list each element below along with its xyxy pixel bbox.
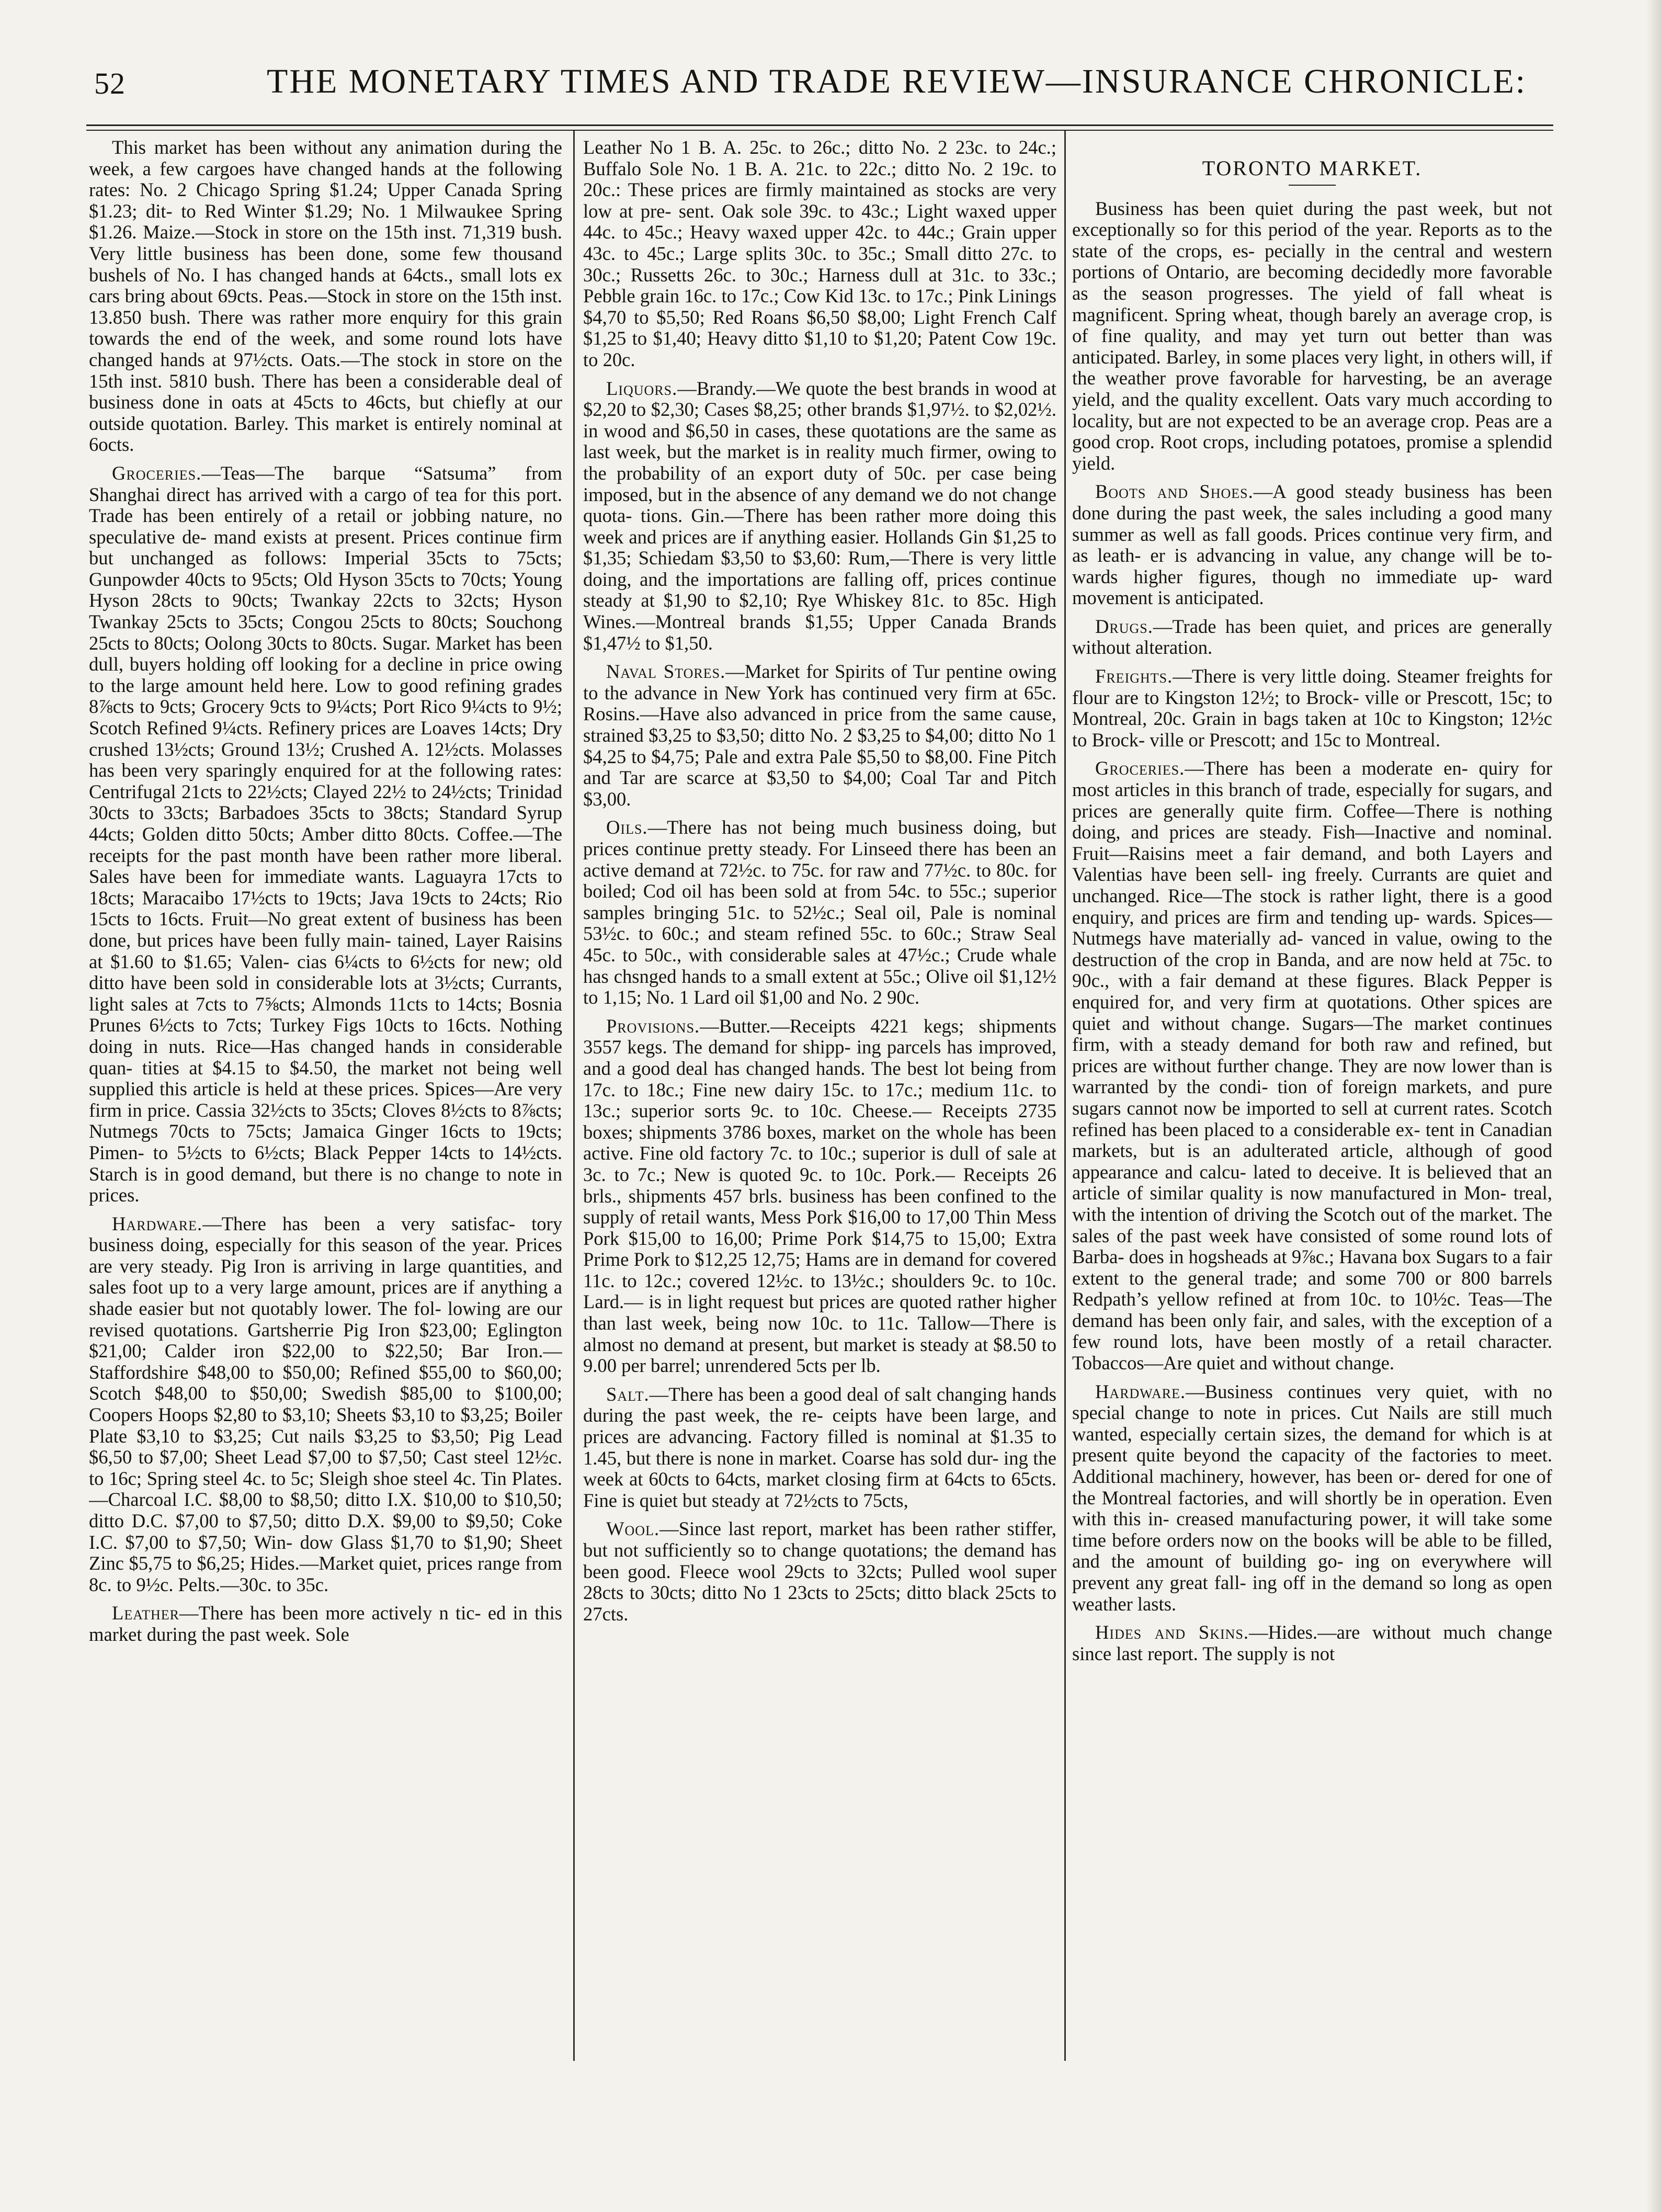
section-head-groceries: Groceries.	[112, 462, 202, 484]
column-2	[583, 137, 1056, 2057]
drugs-text: —Trade has been quiet, and prices are generally without alteration.	[1072, 615, 1552, 659]
paragraph-leather	[89, 1603, 562, 1645]
paragraph-liquors	[583, 378, 1056, 654]
toronto-hardware-text: —Business continues very quiet, with no special change to note in prices. Cut Nails are still much wanted, especially certain sizes, the demand for which is at present quite beyond the capacity of the factories to meet. Additional machinery, however, has been or- dered for one of the Montreal factories, and will shortly be in operation. Even with this in- creased manufacturing power, it will take some time before orders now on the books will be able to be filled, and the amount of building go- ing on everywhere will prevent any great fall- ing off in the demand so long as open weather lasts.	[1072, 1380, 1552, 1615]
liquors-text: —Brandy.—We quote the best brands in wood at $2,20 to $2,30; Cases $8,25; other brands $1,97½. to $2,02½. in wood and $6,50 in cases, these quotations are the same as last week, but the market is in reality much firmer, owing to the probability of an export duty of 50c. per case being imposed, but in the absence of any demand we do not change quota- tions. Gin.—There has been rather more doing this week and prices are if anything easier. Hollands Gin $1,25 to $1,35; Schiedam $3,50 to $3,60: Rum,—There is very little doing, and the importations are falling off, prices continue steady at $1,90 to $2,10; Rye Whiskey 81c. to 85c. High Wines.—Montreal brands $1,55; Upper Canada Brands $1,47½ to $1,50.	[583, 377, 1056, 654]
section-head-toronto-hardware: Hardware.	[1095, 1380, 1186, 1402]
paragraph-salt	[583, 1384, 1056, 1512]
paragraph-naval-stores	[583, 661, 1056, 810]
header-rule-double	[86, 130, 1553, 131]
section-head-naval-stores: Naval Stores.	[606, 661, 726, 683]
header-rule	[86, 124, 1553, 126]
masthead-title: THE MONETARY TIMES AND TRADE REVIEW—INSURANCE CHRONICLE:	[267, 62, 1527, 100]
toronto-groceries-text: —There has been a moderate en- quiry for most articles in this branch of trade, especially for sugars, and prices are generally quite firm. Coffee—There is nothing doing, and prices are steady. Fish—Inactive and nominal. Fruit—Raisins meet a fair demand, and both Layers and Valentias have been sell- ing freely. Currants are quiet and unchanged. Rice—The stock is rather light, there is a good enquiry, and prices are firm and tending up- wards. Spices—Nutmegs have materially ad- vanced in value, owing to the destruction of the crop in Banda, and are now held at 75c. to 90c., with a fair demand at these figures. Black Pepper is enquired for, and very firm at quotations. Other spices are quiet and without change. Sugars—The market continues firm, with a steady demand for both raw and refined, but prices are without further change. They are now lower than is warranted by the condi- tion of foreign markets, and pure sugars cannot now be imported to sell at current rates. Scotch refined has been placed to a considerable ex- tent in Canadian markets, but is an adulterated article, although of good appearance and calcu- lated to deceive. It is believed that an article of similar quality is now manufactured in Mon- treal, with the intention of driving the Scotch out of the market. The sales of the past week have consisted of some round lots of Barba- does in hogsheads at 9⅞c.; Havana box Sugars to a fair extent to the general trade; and some 700 or 800 barrels Redpath’s yellow refined at from 10c. to 10½c. Teas—The demand has been only fair, and sales, with the exception of a few round lots, have been mostly of a retail character. Tobaccos—Are quiet and without change.	[1072, 757, 1552, 1374]
paragraph-leather-continued: Leather No 1 B. A. 25c. to 26c.; ditto No. 2 23c. to 24c.; Buffalo Sole No. 1 B. A. 21c. to 22c.; ditto No. 2 19c. to 20c.: These prices are firmly maintained as stocks are very low at pre- sent. Oak sole 39c. to 43c.; Light waxed upper 44c. to 45c.; Heavy waxed upper 42c. to 44c.; Grain upper 43c. to 45c.; Large splits 30c. to 35c.; Small ditto 27c. to 30c.; Russetts 26c. to 30c.; Harness dull at 31c. to 33c.; Pebble grain 16c. to 17c.; Cow Kid 13c. to 17c.; Pink Linings $4,70 to $5,50; Red Roans $6,50 $8,00; Light French Calf $1,25 to $1,40; Heavy ditto $1,10 to $1,20; Patent Cow 19c. to 20c.	[583, 137, 1056, 370]
column-divider-right	[1064, 131, 1066, 2061]
page-header	[78, 56, 1558, 119]
column-1	[89, 137, 562, 2057]
section-head-hides-skins: Hides and Skins.	[1095, 1621, 1249, 1643]
paragraph-provisions	[583, 1016, 1056, 1377]
paragraph-wool	[583, 1518, 1056, 1625]
section-head-freights: Freights.	[1095, 665, 1173, 687]
naval-stores-text: —Market for Spirits of Tur pentine owing to the advance in New York has continued very firm at 65c. Rosins.—Have also advanced in price from the same cause, strained $3,25 to $3,50; ditto No. 2 $3,25 to $4,00; ditto No 1 $4,25 to $4,75; Pale and extra Pale $5,50 to $8,00. Fine Pitch and Tar are scarce at $3,50 to $4,00; Coal Tar and Pitch $3,00.	[583, 661, 1056, 810]
wool-text: —Since last report, market has been rather stiffer, but not sufficiently so to change quotations; the demand has been good. Fleece wool 29cts to 32cts; Pulled wool super 28cts to 30cts; ditto No 1 23cts to 25cts; ditto black 25cts to 27cts.	[583, 1518, 1056, 1625]
page-number: 52	[94, 66, 126, 100]
section-head-liquors: Liquors.	[606, 377, 678, 399]
leather-text: —There has been more actively n tic- ed in this market during the past week. Sole	[89, 1602, 562, 1645]
paragraph-hides-skins	[1072, 1622, 1552, 1664]
toronto-market-title: TORONTO MARKET.	[1202, 156, 1423, 180]
page-edge-shadow	[1646, 0, 1661, 2212]
groceries-text: —Teas—The barque “Satsuma” from Shanghai direct has arrived with a cargo of tea for this port. Trade has been entirely of a retail or jobbing nature, no speculative de- mand exists at present. Prices continue firm but unchanged as follows: Imperial 35cts to 75cts; Gunpowder 40cts to 95cts; Old Hyson 35cts to 70cts; Young Hyson 28cts to 90cts; Twankay 22cts to 32cts; Hyson Twankay 25cts to 35cts; Congou 25cts to 80cts; Souchong 25cts to 80cts; Oolong 30cts to 80cts. Sugar. Market has been dull, buyers holding off looking for a decline in price owing to the large amount held here. Low to good refining grades 8⅞cts to 9cts; Grocery 9cts to 9¼cts; Port Rico 9¼cts to 9½; Scotch Refined 9¼cts. Refinery prices are Loaves 14cts; Dry crushed 13½cts; Ground 13½; Crushed A. 12½cts. Molasses has been very sparingly enquired for at the following rates: Centrifugal 21cts to 22½cts; Clayed 22½ to 24½cts; Trinidad 30cts to 33cts; Barbadoes 35cts to 38cts; Standard Syrup 44cts; Golden ditto 50cts; Amber ditto 80cts. Coffee.—The receipts for the past month have been rather more liberal. Sales have been for immediate wants. Laguayra 17cts to 18cts; Maracaibo 17½cts to 19cts; Java 19cts to 24cts; Rio 15cts to 16cts. Fruit—No great extent of business has been done, but prices have been fully main- tained, Layer Raisins at $1.60 to $1.65; Valen- cias 6¼cts to 6½cts for new; old ditto have been sold in considerable lots at 3½cts; Currants, light sales at 7cts to 7⅝cts; Almonds 11cts to 14cts; Bosnia Prunes 6½cts to 7cts; Turkey Figs 10cts to 16cts. Nothing doing in nuts. Rice—Has changed hands in considerable quan- tities at $4.15 to $4.50, the market not being well supplied this article is held at these prices. Spices—Are very firm in price. Cassia 32½cts to 35cts; Cloves 8½cts to 8⅞cts; Nutmegs 70cts to 75cts; Jamaica Ginger 16cts to 19cts; Pimen- to 5½cts to 6½cts; Black Pepper 14cts to 14½cts. Starch is in good demand, but there is no change to note in prices.	[89, 462, 562, 1206]
section-head-hardware: Hardware.	[112, 1212, 203, 1234]
title-rule	[1289, 185, 1336, 186]
column-divider-left	[573, 131, 575, 2061]
hardware-text: —There has been a very satisfac- tory business doing, especially for this season of the year. Prices are very steady. Pig Iron is arriving in large quantities, and sales foot up to a very large amount, prices are if anything a shade easier but not quotably lower. The fol- lowing are our revised quotations. Gartsherrie Pig Iron $23,00; Eglington $21,00; Calder iron $22,00 to $22,50; Bar Iron.—Staffordshire $48,00 to $50,00; Refined $55,00 to $60,00; Scotch $48,00 to $50,00; Swedish $85,00 to $100,00; Coopers Hoops $2,80 to $3,10; Sheets $3,10 to $3,25; Boiler Plate $3,10 to $3,25; Cut nails $3,25 to $3,50; Pig Lead $6,50 to $7,00; Sheet Lead $7,00 to $7,50; Cast steel 12½c. to 16c; Spring steel 4c. to 5c; Sleigh shoe steel 4c. Tin Plates. —Charcoal I.C. $8,00 to $8,50; ditto I.X. $10,00 to $10,50; ditto D.C. $7,00 to $7,50; ditto D.X. $9,00 to $9,50; Coke I.C. $7,00 to $7,50; Win- dow Glass $1,70 to $1,90; Sheet Zinc $5,75 to $6,25; Hides.—Market quiet, prices range from 8c. to 9½c. Pelts.—30c. to 35c.	[89, 1212, 562, 1595]
paragraph-toronto-crops: Business has been quiet during the past week, but not exceptionally so for this period of the year. Reports as to the state of the crops, es- pecially in the central and western portions of Ontario, are becoming decidedly more favorable as the season progresses. The yield of fall wheat is magnificent. Spring wheat, though barely an average crop, is of fine quality, and may yet turn out better than was anticipated. Barley, in some places very light, in others will, if the weather prove favorable for harvesting, be an average yield, and the quality excellent. Oats vary much according to locality, but are not expected to be an average crop. Peas are a good crop. Root crops, including potatoes, promise a splendid yield.	[1072, 197, 1552, 474]
section-head-provisions: Provisions.	[606, 1015, 700, 1037]
salt-text: —There has been a good deal of salt changing hands during the past week, the re- ceipts have been large, and prices are advancing. Factory filled is nominal at $1.35 to 1.45, but there is none in market. Coarse has sold dur- ing the week at 60cts to 64cts, market closing firm at 64cts to 65cts. Fine is quiet but steady at 72½cts to 75cts,	[583, 1383, 1056, 1511]
boots-shoes-text: —A good steady business has been done during the past week, the sales including a good many summer as well as fall goods. Prices continue very firm, and as leath- er is advancing in value, any change will be to- wards higher figures, though no immediate up- ward movement is anticipated.	[1072, 481, 1552, 609]
paragraph-oils	[583, 817, 1056, 1008]
section-head-leather: Leather	[112, 1602, 180, 1624]
paragraph-toronto-groceries	[1072, 758, 1552, 1374]
paragraph-boots-shoes	[1072, 481, 1552, 609]
oils-text: —There has not being much business doing, but prices continue pretty steady. For Linseed there has been an active demand at 72½c. to 75c. for raw and 77½c. to 80c. for boiled; Cod oil has been sold at from 54c. to 55c.; superior samples bringing 51c. to 52½c.; Seal oil, Pale is nominal 53½c. to 60c.; and steam refined 55c. to 60c.; Straw Seal 45c. to 50c., with considerable sales at 47½c.; Crude whale has chsnged hands to a small extent at 55c.; Olive oil $1,12½ to 1,15; No. 1 Lard oil $1,00 and No. 2 90c.	[583, 816, 1056, 1008]
paragraph-hardware	[89, 1213, 562, 1596]
paragraph-groceries	[89, 463, 562, 1206]
paragraph-drugs	[1072, 616, 1552, 659]
section-head-oils: Oils.	[606, 816, 648, 838]
section-head-boots-shoes: Boots and Shoes.	[1095, 481, 1254, 503]
section-head-drugs: Drugs.	[1095, 615, 1153, 637]
column-3	[1072, 137, 1552, 2057]
hides-skins-text: —Hides.—are without much change since last report. The supply is not	[1072, 1621, 1552, 1664]
freights-text: —There is very little doing. Steamer freights for flour are to Kingston 12½; to Brock- ville or Prescott, 15c; to Montreal, 20c. Grain in bags taken at 10c to Kingston; 12½c to Brock- ville or Prescott; and 15c to Montreal.	[1072, 665, 1552, 751]
provisions-text: —Butter.—Receipts 4221 kegs; shipments 3557 kegs. The demand for shipp- ing parcels has improved, and a good deal has changed hands. The best lot being from 17c. to 18c.; Fine new dairy 15c. to 17c.; medium 11c. to 13c.; superior sorts 9c. to 10c. Cheese.— Receipts 2735 boxes; shipments 3786 boxes, market on the whole has been active. Fine old factory 7c. to 10c.; superior is dull of sale at 3c. to 7c.; New is quoted 9c. to 10c. Pork.— Receipts 26 brls., shipments 457 brls. business has been confined to the supply of retail wants, Mess Pork $16,00 to 17,00 Thin Mess Pork $15,00 to 16,00; Prime Pork $14,75 to 15,00; Extra Prime Pork to $12,25 12,75; Hams are in demand for covered 11c. to 12c.; covered 12½c. to 13½c.; shoulders 9c. to 10c. Lard.— is in light request but prices are quoted rather higher than last week, being now 10c. to 11c. Tallow—There is almost no demand at present, but market is steady at $8.50 to 9.00 per barrel; unrendered 5cts per lb.	[583, 1015, 1056, 1377]
paragraph-freights	[1072, 666, 1552, 751]
paragraph-toronto-hardware	[1072, 1381, 1552, 1615]
section-head-toronto-groceries: Groceries.	[1095, 757, 1185, 779]
section-head-salt: Salt.	[606, 1383, 650, 1405]
section-head-wool: Wool.	[606, 1518, 660, 1540]
paragraph-grain-market: This market has been without any animation during the week, a few cargoes have changed hands at the following rates: No. 2 Chicago Spring $1.24; Upper Canada Spring $1.23; dit- to Red Winter $1.29; No. 1 Milwaukee Spring $1.26. Maize.—Stock in store on the 15th inst. 71,319 bush. Very little business has been done, some few thousand bushels of No. I has changed hands at 64cts., small lots ex cars bring about 69cts. Peas.—Stock in store on the 15th inst. 13.850 bush. There was rather more enquiry for this grain towards the end of the week, and some round lots have changed hands at 97½cts. Oats.—The stock in store on the 15th inst. 5810 bush. There has been a considerable deal of business done in oats at 45cts to 46cts, but chiefly at our outside quotation. Barley. This market is entirely nominal at 6octs.	[89, 137, 562, 456]
